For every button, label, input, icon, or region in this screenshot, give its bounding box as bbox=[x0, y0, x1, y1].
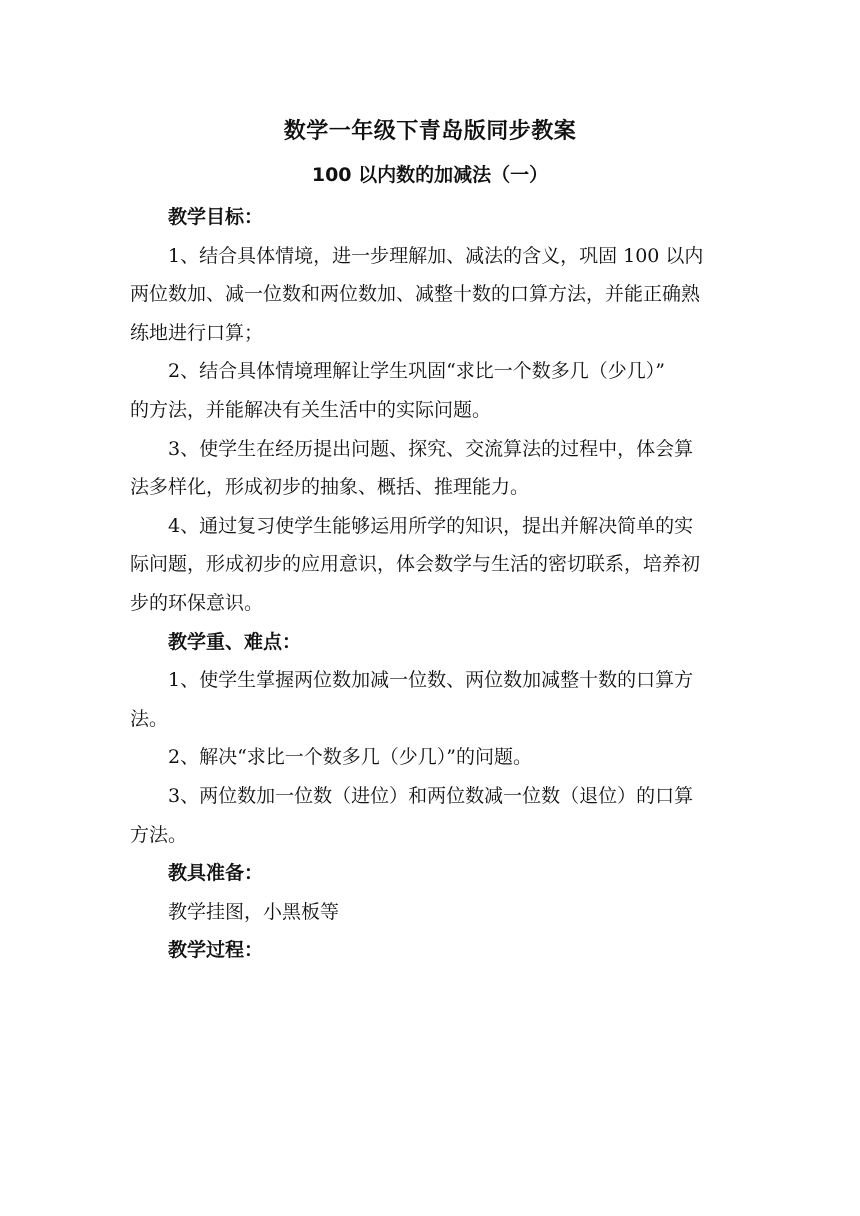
document-title: 数学一年级下青岛版同步教案 bbox=[283, 119, 577, 144]
objective-1-line-1: 1、结合具体情境，进一步理解加、减法的含义，巩固 100 以内 bbox=[168, 244, 704, 267]
document-subtitle: 100 以内数的加减法（一） bbox=[311, 164, 549, 186]
objective-2-line-2: 的方法，并能解决有关生活中的实际问题。 bbox=[130, 398, 492, 421]
materials-text: 教学挂图，小黑板等 bbox=[168, 900, 340, 923]
objective-3 bbox=[130, 430, 730, 507]
objective-1-line-2: 两位数加、减一位数和两位数加、减整十数的口算方法，并能正确熟 bbox=[130, 283, 701, 306]
objective-3-line-2: 法多样化，形成初步的抽象、概括、推理能力。 bbox=[130, 476, 530, 499]
keypoint-1 bbox=[130, 661, 730, 738]
keypoint-2-line-1: 2、解决“求比一个数多几（少几）”的问题。 bbox=[168, 746, 533, 769]
keypoint-3 bbox=[130, 777, 730, 854]
keypoint-1-line-2: 法。 bbox=[130, 707, 169, 730]
objective-2-line-1: 2、结合具体情境理解让学生巩固“求比一个数多几（少几）” bbox=[168, 360, 666, 383]
process-heading: 教学过程： bbox=[168, 939, 264, 962]
keypoint-2 bbox=[130, 738, 730, 777]
keypoint-1-line-1: 1、使学生掌握两位数加减一位数、两位数加减整十数的口算方 bbox=[168, 669, 694, 692]
keypoint-3-line-2: 方法。 bbox=[130, 823, 188, 846]
document-body bbox=[130, 198, 730, 970]
objective-4-line-1: 4、通过复习使学生能够运用所学的知识，提出并解决简单的实 bbox=[168, 514, 694, 537]
objective-1-line-3: 练地进行口算； bbox=[130, 321, 264, 344]
objective-1 bbox=[130, 237, 730, 353]
objective-4-line-3: 步的环保意识。 bbox=[130, 591, 264, 614]
objective-4 bbox=[130, 507, 730, 623]
objectives-heading: 教学目标： bbox=[168, 206, 264, 228]
keypoint-3-line-1: 3、两位数加一位数（进位）和两位数减一位数（退位）的口算 bbox=[168, 784, 694, 807]
objective-4-line-2: 际问题，形成初步的应用意识，体会数学与生活的密切联系，培养初 bbox=[130, 553, 701, 576]
objective-3-line-1: 3、使学生在经历提出问题、探究、交流算法的过程中，体会算 bbox=[168, 437, 694, 460]
materials-heading: 教具准备： bbox=[168, 862, 264, 885]
keypoints-heading: 教学重、难点： bbox=[168, 630, 302, 653]
objective-2 bbox=[130, 352, 730, 429]
